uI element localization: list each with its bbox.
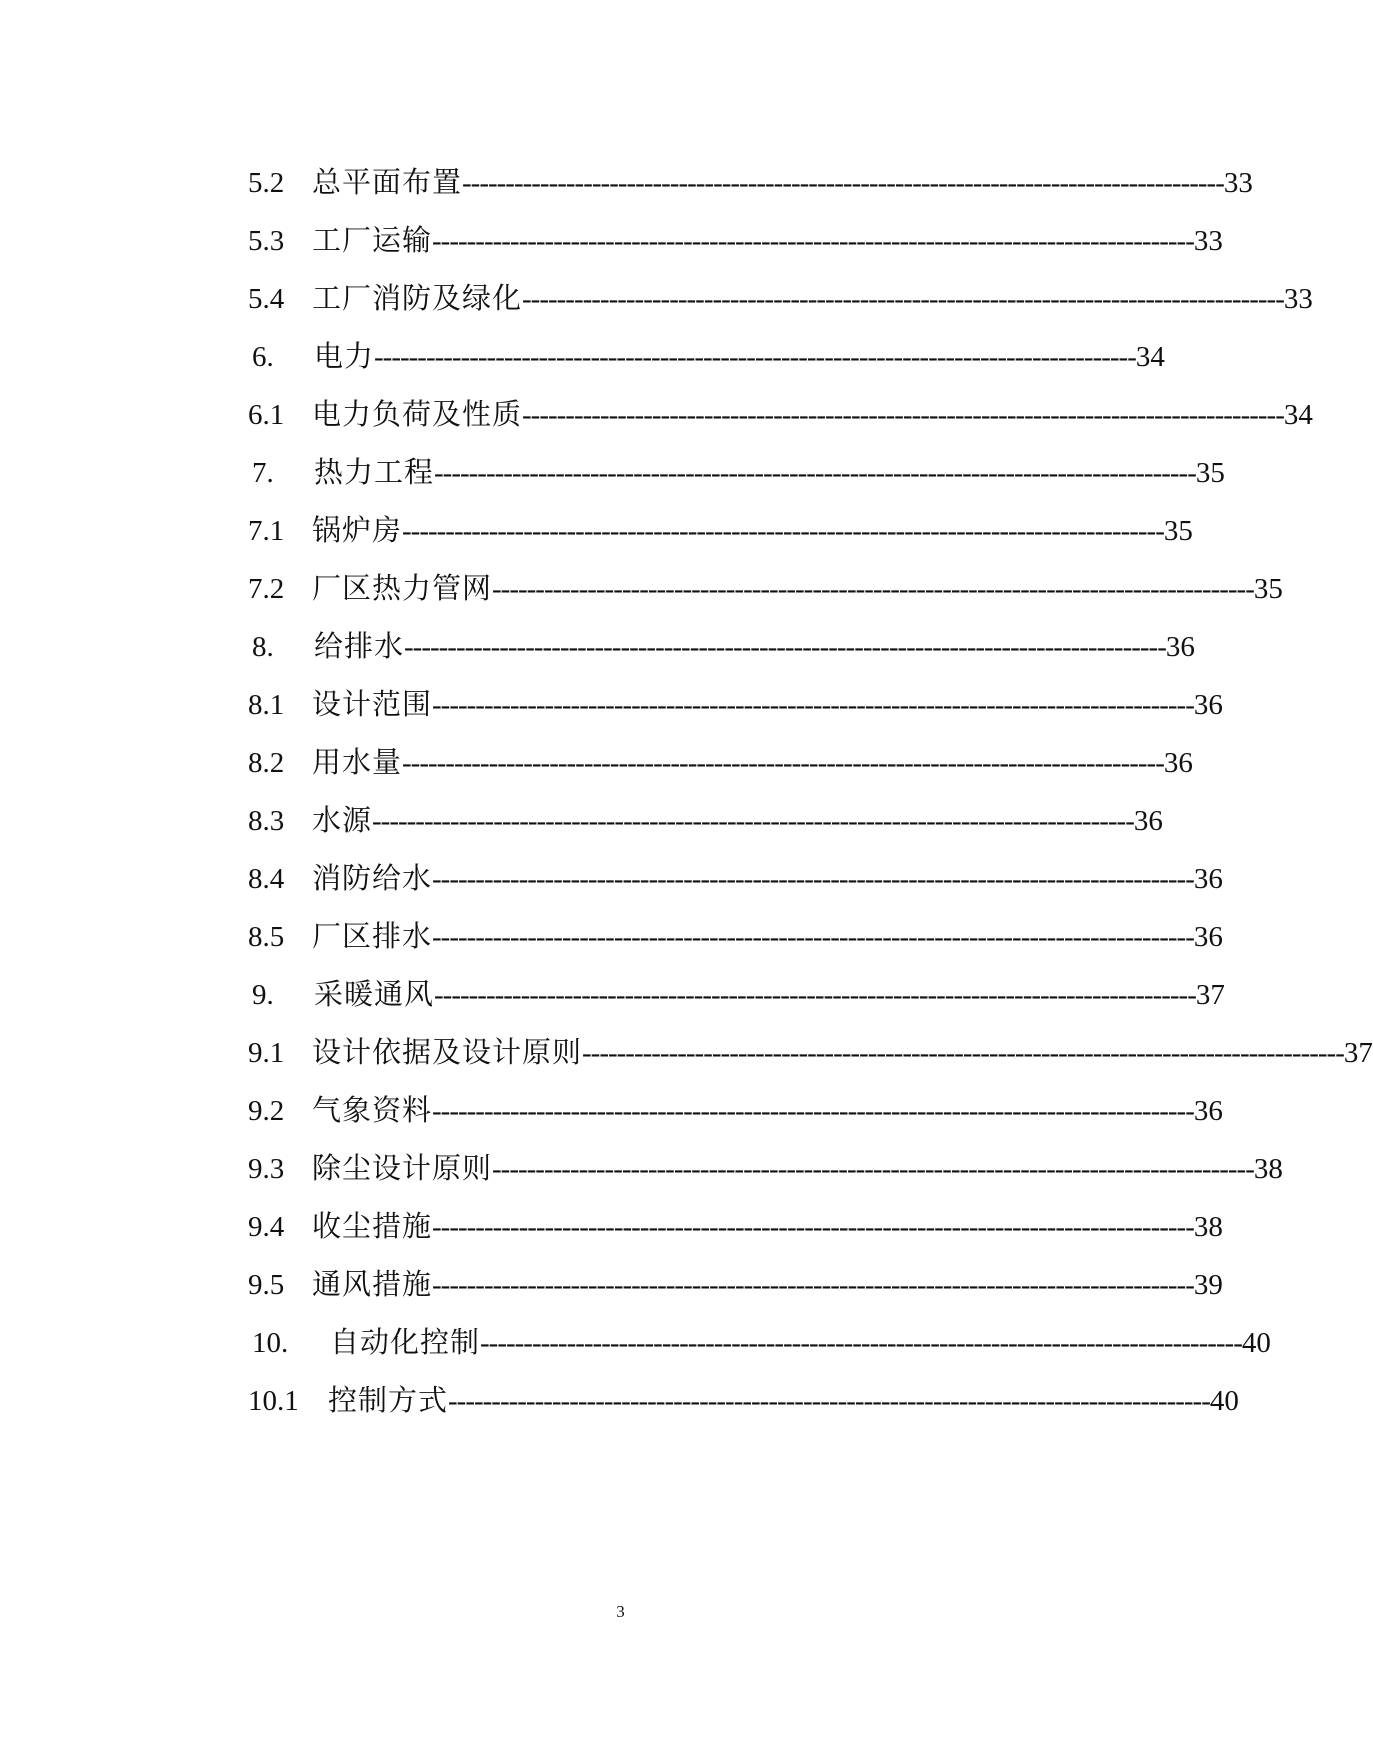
toc-leader: ---------------------------------------------------------------------------------------- bbox=[522, 399, 1284, 431]
toc-leader: ---------------------------------------------------------------------------------------- bbox=[432, 1269, 1194, 1301]
toc-entry-title: 厂区排水 bbox=[312, 919, 433, 953]
toc-entry-page: 40 bbox=[1209, 1385, 1239, 1417]
toc-entry-title: 热力工程 bbox=[314, 455, 435, 489]
toc-entry[interactable] bbox=[248, 568, 1283, 608]
toc-entry-title: 厂区热力管网 bbox=[312, 571, 493, 605]
toc-leader: ---------------------------------------------------------------------------------------- bbox=[372, 805, 1134, 837]
toc-entry[interactable] bbox=[248, 278, 1313, 318]
toc-entry-title: 用水量 bbox=[312, 745, 403, 779]
toc-entry-page: 37 bbox=[1343, 1037, 1373, 1069]
toc-entry-title: 收尘措施 bbox=[312, 1209, 433, 1243]
toc-entry-title: 采暖通风 bbox=[314, 977, 435, 1011]
toc-entry-page: 37 bbox=[1195, 979, 1225, 1011]
toc-entry[interactable] bbox=[248, 800, 1163, 840]
toc-entry[interactable] bbox=[248, 684, 1223, 724]
toc-leader: ---------------------------------------------------------------------------------------- bbox=[522, 283, 1284, 315]
toc-entry[interactable] bbox=[248, 452, 1225, 492]
toc-entry-title: 锅炉房 bbox=[312, 513, 403, 547]
toc-entry[interactable] bbox=[248, 974, 1225, 1014]
toc-entry[interactable] bbox=[248, 394, 1313, 434]
toc-entry-page: 36 bbox=[1193, 863, 1223, 895]
toc-leader: ---------------------------------------------------------------------------------------- bbox=[404, 631, 1166, 663]
toc-entry-title: 设计范围 bbox=[312, 687, 433, 721]
toc-entry-number: 5.4 bbox=[248, 283, 285, 315]
toc-entry-title: 气象资料 bbox=[312, 1093, 433, 1127]
toc-entry[interactable] bbox=[248, 1206, 1223, 1246]
toc-entry-number: 5.2 bbox=[248, 167, 285, 199]
toc-entry-title: 总平面布置 bbox=[312, 165, 463, 199]
toc-entry-page: 35 bbox=[1195, 457, 1225, 489]
toc-entry-number: 8.5 bbox=[248, 921, 285, 953]
toc-leader: ---------------------------------------------------------------------------------------- bbox=[432, 863, 1194, 895]
toc-entry-title: 通风措施 bbox=[312, 1267, 433, 1301]
toc-entry-number: 10. bbox=[252, 1327, 289, 1359]
toc-entry-number: 7. bbox=[252, 457, 274, 489]
toc-entry[interactable] bbox=[248, 742, 1193, 782]
toc-leader: ---------------------------------------------------------------------------------------- bbox=[492, 1153, 1254, 1185]
toc-entry-page: 38 bbox=[1253, 1153, 1283, 1185]
toc-entry-page: 36 bbox=[1163, 747, 1193, 779]
toc-entry-number: 6.1 bbox=[248, 399, 285, 431]
toc-entry[interactable] bbox=[248, 1322, 1271, 1362]
toc-leader: ---------------------------------------------------------------------------------------- bbox=[432, 225, 1194, 257]
toc-entry[interactable] bbox=[248, 1148, 1283, 1188]
toc-entry-page: 35 bbox=[1163, 515, 1193, 547]
toc-entry[interactable] bbox=[248, 626, 1195, 666]
toc-entry-number: 9. bbox=[252, 979, 274, 1011]
toc-leader: ---------------------------------------------------------------------------------------- bbox=[462, 167, 1224, 199]
toc-entry-page: 33 bbox=[1193, 225, 1223, 257]
toc-entry-page: 40 bbox=[1241, 1327, 1271, 1359]
toc-leader: ---------------------------------------------------------------------------------------- bbox=[432, 921, 1194, 953]
toc-entry-number: 9.4 bbox=[248, 1211, 285, 1243]
toc-entry-number: 9.2 bbox=[248, 1095, 285, 1127]
toc-entry-page: 36 bbox=[1133, 805, 1163, 837]
toc-entry-page: 34 bbox=[1283, 399, 1313, 431]
toc-leader: ---------------------------------------------------------------------------------------- bbox=[432, 1211, 1194, 1243]
toc-entry[interactable] bbox=[248, 1380, 1239, 1420]
toc-entry[interactable] bbox=[248, 336, 1165, 376]
toc-entry[interactable] bbox=[248, 220, 1223, 260]
toc-entry-title: 除尘设计原则 bbox=[312, 1151, 493, 1185]
toc-entry-number: 9.5 bbox=[248, 1269, 285, 1301]
toc-entry[interactable] bbox=[248, 858, 1223, 898]
toc-leader: ---------------------------------------------------------------------------------------- bbox=[434, 457, 1196, 489]
toc-leader: ---------------------------------------------------------------------------------------- bbox=[432, 1095, 1194, 1127]
toc-entry-title: 自动化控制 bbox=[330, 1325, 481, 1359]
toc-entry[interactable] bbox=[248, 1264, 1223, 1304]
toc-entry[interactable] bbox=[248, 162, 1253, 202]
toc-entry-number: 9.3 bbox=[248, 1153, 285, 1185]
toc-leader: ---------------------------------------------------------------------------------------- bbox=[402, 747, 1164, 779]
toc-entry-title: 给排水 bbox=[314, 629, 405, 663]
toc-entry-number: 6. bbox=[252, 341, 274, 373]
toc-entry-number: 8.3 bbox=[248, 805, 285, 837]
toc-entry[interactable] bbox=[248, 510, 1193, 550]
toc-entry-page: 39 bbox=[1193, 1269, 1223, 1301]
toc-leader: ---------------------------------------------------------------------------------------- bbox=[432, 689, 1194, 721]
toc-entry-title: 消防给水 bbox=[312, 861, 433, 895]
toc-leader: ---------------------------------------------------------------------------------------- bbox=[582, 1037, 1344, 1069]
toc-entry-page: 35 bbox=[1253, 573, 1283, 605]
toc-entry-title: 控制方式 bbox=[328, 1383, 449, 1417]
toc-entry-number: 8. bbox=[252, 631, 274, 663]
toc-entry-number: 5.3 bbox=[248, 225, 285, 257]
toc-leader: ---------------------------------------------------------------------------------------- bbox=[402, 515, 1164, 547]
toc-leader: ---------------------------------------------------------------------------------------- bbox=[374, 341, 1136, 373]
toc-entry-page: 36 bbox=[1193, 921, 1223, 953]
toc-entry-title: 电力负荷及性质 bbox=[312, 397, 523, 431]
toc-entry-page: 36 bbox=[1165, 631, 1195, 663]
toc-entry[interactable] bbox=[248, 1090, 1223, 1130]
toc-entry[interactable] bbox=[248, 916, 1223, 956]
toc-entry-page: 33 bbox=[1223, 167, 1253, 199]
toc-entry-number: 9.1 bbox=[248, 1037, 285, 1069]
page-number: 3 bbox=[616, 1602, 625, 1621]
toc-entry-number: 8.2 bbox=[248, 747, 285, 779]
toc-entry-number: 7.2 bbox=[248, 573, 285, 605]
toc-entry-number: 8.1 bbox=[248, 689, 285, 721]
toc-entry-page: 34 bbox=[1135, 341, 1165, 373]
toc-entry-number: 8.4 bbox=[248, 863, 285, 895]
toc-entry-page: 36 bbox=[1193, 1095, 1223, 1127]
toc-entry-page: 38 bbox=[1193, 1211, 1223, 1243]
toc-entry-page: 36 bbox=[1193, 689, 1223, 721]
toc-leader: ---------------------------------------------------------------------------------------- bbox=[448, 1385, 1210, 1417]
toc-entry-title: 电力 bbox=[314, 339, 375, 373]
toc-entry-page: 33 bbox=[1283, 283, 1313, 315]
toc-leader: ---------------------------------------------------------------------------------------- bbox=[480, 1327, 1242, 1359]
toc-entry-title: 工厂消防及绿化 bbox=[312, 281, 523, 315]
toc-entry-number: 10.1 bbox=[248, 1385, 299, 1417]
toc-entry-title: 工厂运输 bbox=[312, 223, 433, 257]
toc-leader: ---------------------------------------------------------------------------------------- bbox=[492, 573, 1254, 605]
toc-leader: ---------------------------------------------------------------------------------------- bbox=[434, 979, 1196, 1011]
toc-entry-title: 水源 bbox=[312, 803, 373, 837]
toc-entry[interactable] bbox=[248, 1032, 1373, 1072]
toc-entry-number: 7.1 bbox=[248, 515, 285, 547]
toc-entry-title: 设计依据及设计原则 bbox=[312, 1035, 583, 1069]
